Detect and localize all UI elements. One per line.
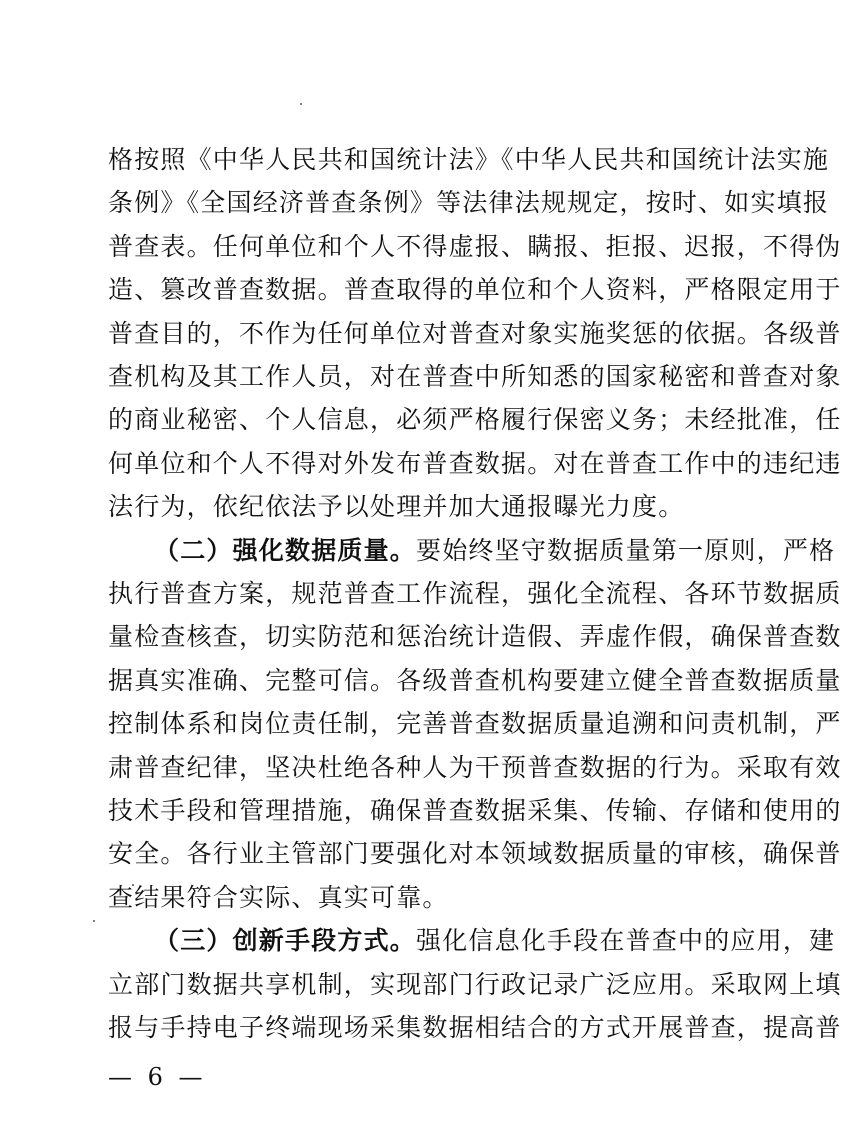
text-line: 法行为，依纪依法予以处理并加大通报曝光力度。 bbox=[108, 492, 685, 522]
text-line: 量检查核查，切实防范和惩治统计造假、弄虚作假，确保普查数 bbox=[108, 622, 842, 652]
section-text: 强化信息化手段在普查中的应用，建 bbox=[416, 926, 836, 956]
text-line: 条例》《全国经济普查条例》等法律法规规定，按时、如实填报 bbox=[108, 188, 830, 218]
text-line: 立部门数据共享机制，实现部门行政记录广泛应用。采取网上填 bbox=[108, 969, 842, 999]
text-line: 的商业秘密、个人信息，必须严格履行保密义务；未经批准，任 bbox=[108, 405, 842, 435]
scan-speck bbox=[93, 920, 95, 922]
scan-speck bbox=[300, 103, 302, 105]
section-heading-line bbox=[154, 531, 836, 571]
text-line: 肃普查纪律，坚决杜绝各种人为干预普查数据的行为。采取有效 bbox=[108, 752, 842, 782]
section-heading: （三）创新手段方式。 bbox=[154, 926, 417, 956]
page-number: — 6 — bbox=[108, 1063, 207, 1092]
text-line: 查机构及其工作人员，对在普查中所知悉的国家秘密和普查对象 bbox=[108, 362, 842, 391]
text-line: 技术手段和管理措施，确保普查数据采集、传输、存储和使用的 bbox=[108, 796, 842, 825]
text-line: 执行普查方案，规范普查工作流程，强化全流程、各环节数据质 bbox=[108, 579, 842, 608]
section-heading-line bbox=[154, 921, 836, 961]
section-text: 要始终坚守数据质量第一原则，严格 bbox=[416, 535, 836, 565]
text-line: 据真实准确、完整可信。各级普查机构要建立健全普查数据质量 bbox=[108, 665, 842, 695]
text-line: 普查表。任何单位和个人不得虚报、瞒报、拒报、迟报，不得伪 bbox=[108, 231, 842, 261]
text-line: 报与手持电子终端现场采集数据相结合的方式开展普查，提高普 bbox=[108, 1013, 842, 1042]
text-line: 安全。各行业主管部门要强化对本领域数据质量的审核，确保普 bbox=[108, 839, 842, 869]
section-heading: （二）强化数据质量。 bbox=[154, 535, 417, 565]
text-line: 何单位和个人不得对外发布普查数据。对在普查工作中的违纪违 bbox=[108, 448, 842, 478]
text-line: 格按照《中华人民共和国统计法》《中华人民共和国统计法实施 bbox=[108, 145, 830, 174]
text-line: 普查目的，不作为任何单位对普查对象实施奖惩的依据。各级普 bbox=[108, 318, 842, 348]
text-line: 造、篡改普查数据。普查取得的单位和个人资料，严格限定用于 bbox=[108, 275, 842, 305]
text-line: 查结果符合实际、真实可靠。 bbox=[108, 882, 449, 912]
text-line: 控制体系和岗位责任制，完善普查数据质量追溯和问责机制，严 bbox=[108, 709, 842, 739]
